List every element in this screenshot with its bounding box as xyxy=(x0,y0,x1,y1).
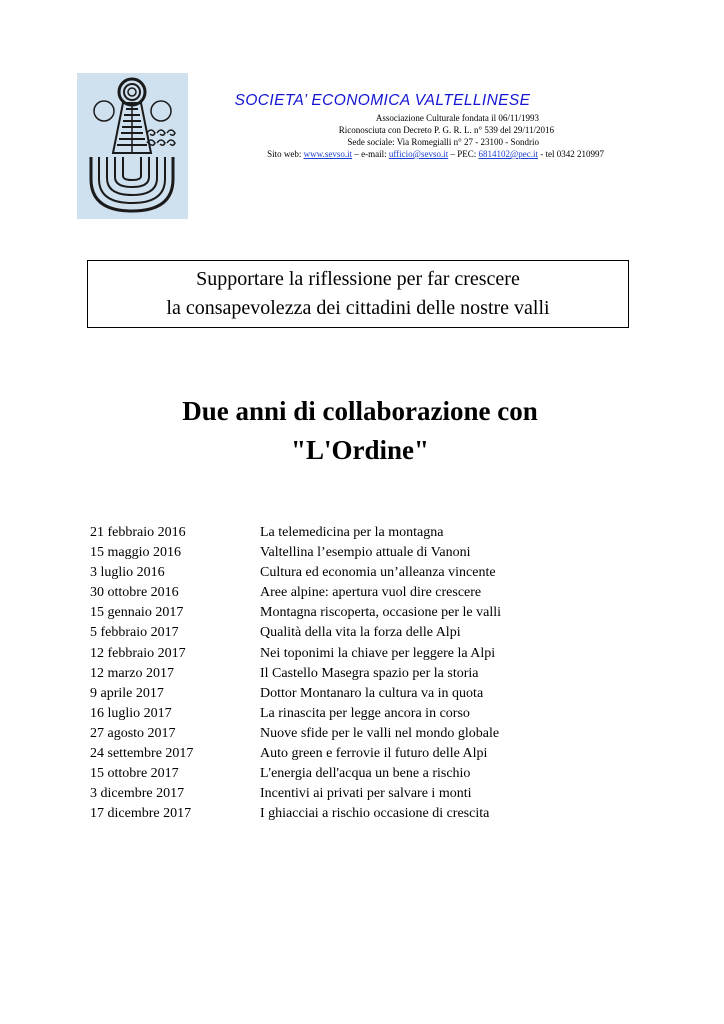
article-title: Cultura ed economia un’alleanza vincente xyxy=(260,565,496,581)
address-info: Sede sociale: Via Romegialli n° 27 - 23100 - Sondrio xyxy=(347,137,539,147)
article-title: Valtellina l’esempio attuale di Vanoni xyxy=(260,545,471,561)
article-title: Qualità della vita la forza delle Alpi xyxy=(260,625,461,641)
pec-label: – PEC: xyxy=(450,149,477,159)
organization-name: SOCIETA’ ECONOMICA VALTELLINESE xyxy=(234,92,531,109)
list-item xyxy=(90,603,610,623)
article-date: 5 febbraio 2017 xyxy=(90,625,179,641)
list-item xyxy=(90,664,610,684)
list-item xyxy=(90,644,610,664)
page-title-line-1: Due anni di collaborazione con xyxy=(182,396,538,426)
list-item xyxy=(90,623,610,643)
article-date: 17 dicembre 2017 xyxy=(90,806,192,822)
list-item xyxy=(90,764,610,784)
article-title: La rinascita per legge ancora in corso xyxy=(260,705,470,721)
article-date: 9 aprile 2017 xyxy=(90,685,164,701)
page-title xyxy=(90,392,630,470)
website-label: Sito web: xyxy=(267,149,302,159)
recognition-info: Riconosciuta con Decreto P. G. R. L. n° 539 del 29/11/2016 xyxy=(338,125,554,135)
list-item xyxy=(90,724,610,744)
article-date: 21 febbraio 2016 xyxy=(90,525,186,540)
article-date: 3 luglio 2016 xyxy=(90,565,165,581)
article-title: Il Castello Masegra spazio per la storia xyxy=(260,665,479,681)
article-date: 15 ottobre 2017 xyxy=(90,766,179,782)
article-date: 16 luglio 2017 xyxy=(90,705,172,721)
article-title: Nei toponimi la chiave per leggere la Alpi xyxy=(260,645,496,661)
article-date: 30 ottobre 2016 xyxy=(90,585,179,601)
article-date: 24 settembre 2017 xyxy=(90,746,194,762)
motto-box xyxy=(87,260,629,328)
society-logo xyxy=(77,73,188,219)
phone-number: - tel 0342 210997 xyxy=(540,149,604,159)
article-title: Dottor Montanaro la cultura va in quota xyxy=(260,685,484,701)
article-title: Incentivi ai privati per salvare i monti xyxy=(260,786,472,802)
email-link[interactable]: ufficio@sevso.it xyxy=(388,149,449,159)
list-item xyxy=(90,523,610,543)
founding-info: Associazione Culturale fondata il 06/11/1993 xyxy=(375,113,539,123)
contact-line xyxy=(267,149,604,160)
article-date: 12 marzo 2017 xyxy=(90,665,174,681)
list-item xyxy=(90,543,610,563)
article-title: La telemedicina per la montagna xyxy=(260,525,444,540)
list-item xyxy=(90,563,610,583)
article-date: 12 febbraio 2017 xyxy=(90,645,186,661)
list-item xyxy=(90,744,610,764)
page-title-line-2: "L'Ordine" xyxy=(291,435,429,465)
pec-link[interactable]: 6814102@pec.it xyxy=(478,149,538,159)
list-item xyxy=(90,804,610,824)
article-title: Montagna riscoperta, occasione per le valli xyxy=(260,605,502,621)
article-list xyxy=(90,523,610,824)
article-title: I ghiacciai a rischio occasione di crescita xyxy=(260,806,490,822)
email-label: – e-mail: xyxy=(354,149,387,159)
article-date: 15 gennaio 2017 xyxy=(90,605,184,621)
article-title: L'energia dell'acqua un bene a rischio xyxy=(260,766,471,782)
article-date: 3 dicembre 2017 xyxy=(90,786,185,802)
motto-line-2: la consapevolezza dei cittadini delle nostre valli xyxy=(166,297,550,319)
article-date: 27 agosto 2017 xyxy=(90,725,176,741)
article-date: 15 maggio 2016 xyxy=(90,545,181,561)
article-title: Nuove sfide per le valli nel mondo globale xyxy=(260,725,500,741)
list-item xyxy=(90,704,610,724)
emblem-icon xyxy=(77,73,188,219)
motto-line-1: Supportare la riflessione per far crescere xyxy=(196,268,520,290)
website-link[interactable]: www.sevso.it xyxy=(303,149,353,159)
list-item xyxy=(90,684,610,704)
article-title: Auto green e ferrovie il futuro delle Alpi xyxy=(260,746,488,762)
article-title: Aree alpine: apertura vuol dire crescere xyxy=(260,585,482,601)
list-item xyxy=(90,583,610,603)
list-item xyxy=(90,784,610,804)
